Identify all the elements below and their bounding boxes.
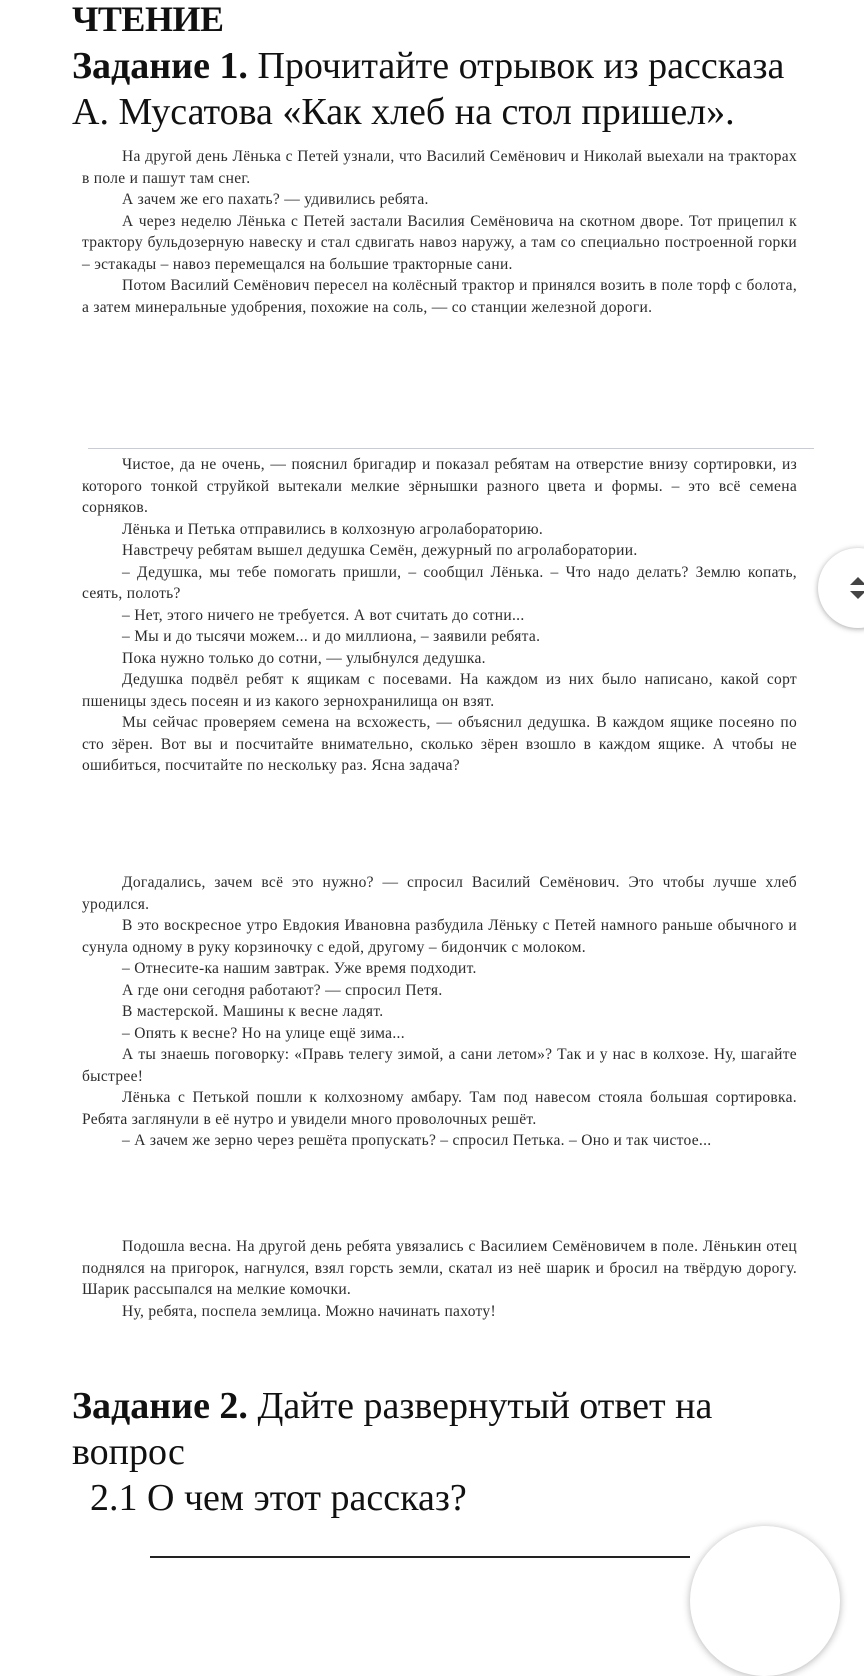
paragraph: Пока нужно только до сотни, — улыбнулся дедушка. bbox=[122, 649, 486, 667]
paragraph: А зачем же его пахать? — удивились ребята. bbox=[122, 191, 429, 208]
paragraph: Потом Василий Семёнович пересел на колёсный трактор и принялся возить в поле торф с болота, а затем минеральные удобрения, похожие на соль, — со станции железной дороги. bbox=[82, 277, 797, 316]
task1-text-line1: Прочитайте отрывок из рассказа bbox=[257, 45, 785, 87]
task1-heading bbox=[72, 44, 784, 88]
paragraph: – А зачем же зерно через решёта пропускать? – спросил Петька. – Оно и так чистое... bbox=[122, 1132, 712, 1149]
divider bbox=[88, 448, 814, 449]
task2-question: 2.1 О чем этот рассказ? bbox=[90, 1477, 467, 1519]
task2-label: Задание 2. bbox=[72, 1385, 248, 1427]
paragraph: Догадались, зачем всё это нужно? — спросил Василий Семёнович. Это чтобы лучше хлеб уродился. bbox=[82, 874, 797, 913]
passage-2 bbox=[82, 454, 797, 777]
paragraph: Мы сейчас проверяем семена на всхожесть, — объяснил дедушка. В каждом ящике посеяно по сто зёрен. Вот вы и посчитайте внимательно, сколько зёрен взошло в каждом ящике. А чтобы не ошибиться, посчитайте по нескольку раз. Ясна задача? bbox=[82, 714, 797, 774]
task1-label: Задание 1. bbox=[72, 45, 248, 87]
paragraph: – Мы и до тысячи можем... и до миллиона, – заявили ребята. bbox=[122, 628, 541, 645]
paragraph: В мастерской. Машины к весне ладят. bbox=[122, 1003, 384, 1020]
task2-heading bbox=[72, 1384, 712, 1428]
paragraph: В это воскресное утро Евдокия Ивановна разбудила Лёньку с Петей намного раньше обычного и сунула одному в руку корзиночку с едой, другому – бидончик с молоком. bbox=[82, 917, 797, 956]
paragraph: Подошла весна. На другой день ребята увязались с Василием Семёновичем в поле. Лёнькин отец поднялся на пригорок, нагнулся, взял горсть земли, скатал из неё шарик и бросил на твёрдую дорогу. Шарик рассыпался на мелкие комочки. bbox=[82, 1238, 797, 1298]
paragraph: – Нет, этого ничего не требуется. А вот считать до сотни... bbox=[122, 606, 525, 624]
scroll-up-down-icon bbox=[846, 574, 864, 602]
section-title: ЧТЕНИЕ bbox=[72, 0, 224, 39]
paragraph: А ты знаешь поговорку: «Правь телегу зимой, а сани летом»? Так и у нас в колхозе. Ну, шагайте быстрее! bbox=[82, 1046, 797, 1085]
paragraph: Навстречу ребятам вышел дедушка Семён, дежурный по агролаборатории. bbox=[122, 542, 638, 559]
task2-text-line1: Дайте развернутый ответ на bbox=[257, 1385, 713, 1427]
passage-1 bbox=[82, 146, 797, 318]
paragraph: – Дедушка, мы тебе помогать пришли, – сообщил Лёнька. – Что надо делать? Землю копать, сеять, полоть? bbox=[82, 563, 797, 602]
scroll-button[interactable] bbox=[818, 548, 864, 628]
paragraph: Лёнька и Петька отправились в колхозную агролабораторию. bbox=[122, 520, 544, 538]
paragraph: Дедушка подвёл ребят к ящикам с посевами. На каждом из них было написано, какой сорт пшеницы здесь посеян и из какого зернохранилища он взят. bbox=[82, 671, 797, 710]
paragraph: Чистое, да не очень, — пояснил бригадир и показал ребятам на отверстие внизу сортировки, из которого тонкой струйкой вытекали мелкие зёрнышки разного цвета и формы. – это всё семена сорняков. bbox=[82, 456, 797, 516]
passage-4 bbox=[82, 1236, 797, 1322]
passage-3 bbox=[82, 872, 797, 1152]
paragraph: А через неделю Лёнька с Петей застали Василия Семёновича на скотном дворе. Тот прицепил к трактору бульдозерную навеску и стал сдвигать навоз наружу, а там со специально построенной горки – эстакады – навоз перемещался на большие тракторные сани. bbox=[82, 212, 797, 273]
paragraph: – Отнесите-ка нашим завтрак. Уже время подходит. bbox=[122, 960, 477, 977]
floating-action-button[interactable] bbox=[690, 1526, 840, 1676]
answer-line[interactable] bbox=[150, 1556, 690, 1558]
paragraph: А где они сегодня работают? — спросил Петя. bbox=[122, 981, 443, 999]
paragraph: Ну, ребята, поспела землица. Можно начинать пахоту! bbox=[122, 1302, 496, 1320]
task2-text-line2: вопрос bbox=[72, 1431, 185, 1473]
paragraph: – Опять к весне? Но на улице ещё зима... bbox=[122, 1024, 405, 1042]
task1-text-line2: А. Мусатова «Как хлеб на стол пришел». bbox=[72, 91, 735, 133]
paragraph: Лёнька с Петькой пошли к колхозному амбару. Там под навесом стояла большая сортировка. Ребята заглянули в её нутро и увидели много проволочных решёт. bbox=[82, 1089, 797, 1128]
paragraph: На другой день Лёнька с Петей узнали, что Василий Семёнович и Николай выехали на тракторах в поле и пашут там снег. bbox=[82, 148, 797, 187]
